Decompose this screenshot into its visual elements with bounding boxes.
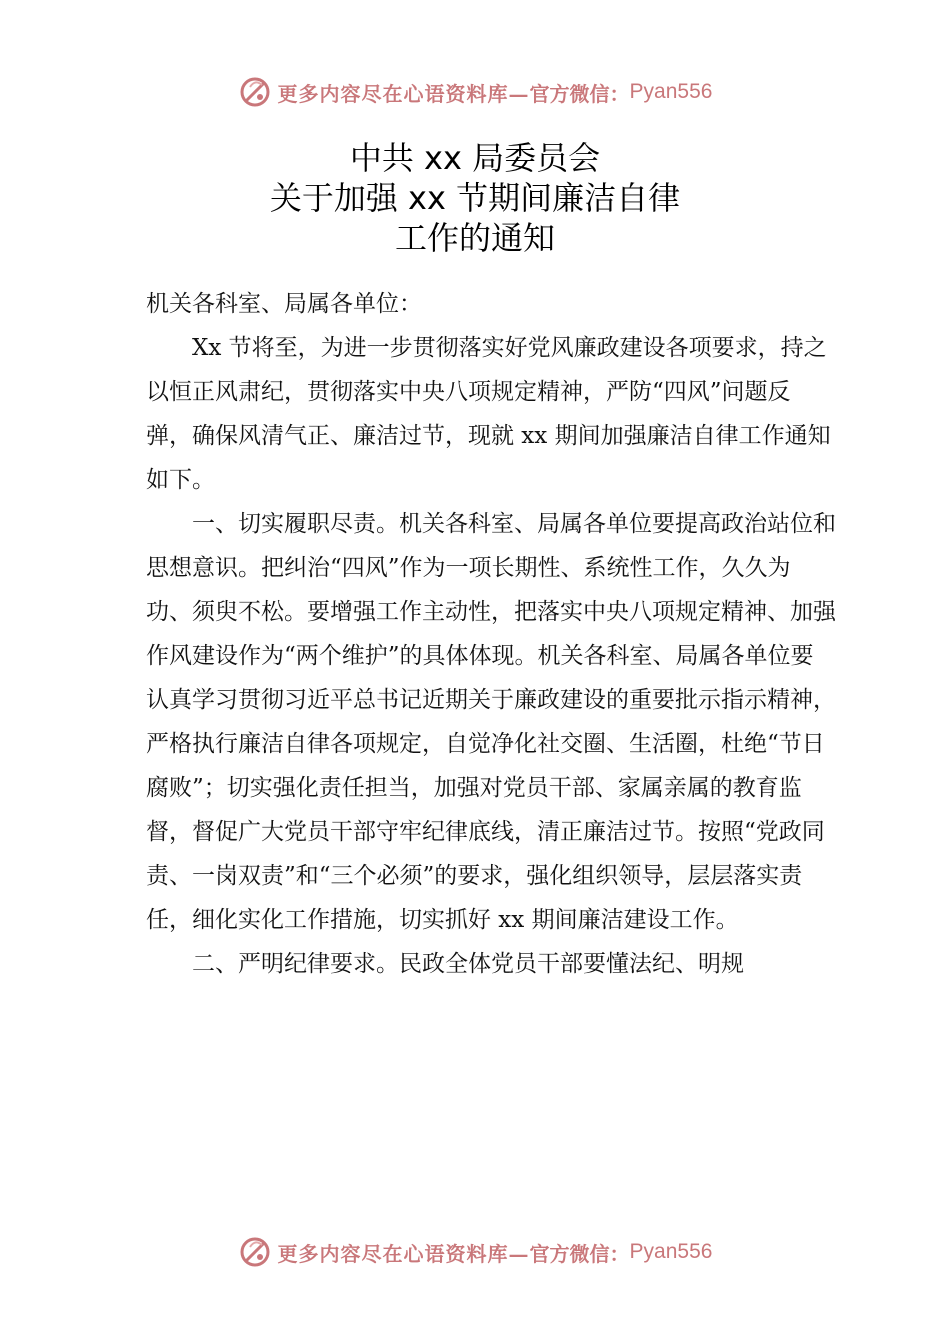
banner-wechat-id: Pyan556 — [629, 80, 713, 103]
document-body — [146, 282, 836, 986]
header-watermark-banner — [0, 72, 950, 112]
banner-wechat-id: Pyan556 — [629, 1240, 713, 1263]
title-line-2: 关于加强 xx 节期间廉洁自律 — [269, 179, 681, 217]
paragraph-intro: Xx 节将至，为进一步贯彻落实好党风廉政建设各项要求，持之以恒正风肃纪，贯彻落实中央八项规定精神，严防“四风”问题反弹，确保风清气正、廉洁过节，现就 xx 期间加强廉洁自律工作通知如下。 — [146, 335, 831, 493]
title-line-1: 中共 xx 局委员会 — [349, 139, 601, 177]
brand-logo-icon — [238, 75, 272, 109]
paragraph-section-2: 二、严明纪律要求。民政全体党员干部要懂法纪、明规 — [192, 951, 744, 977]
banner-brand-text: 更多内容尽在心语资料库— — [277, 81, 530, 106]
banner-wechat-label: 官方微信： — [529, 1241, 630, 1266]
banner-wechat-label: 官方微信： — [529, 81, 630, 106]
banner-brand-text: 更多内容尽在心语资料库— — [277, 1241, 530, 1266]
document-title — [0, 138, 950, 258]
salutation: 机关各科室、局属各单位： — [146, 291, 422, 317]
footer-watermark-banner — [0, 1232, 950, 1272]
title-line-3: 工作的通知 — [394, 219, 555, 257]
paragraph-section-1: 一、切实履职尽责。机关各科室、局属各单位要提高政治站位和思想意识。把纠治“四风”作为一项长期性、系统性工作，久久为功、须臾不松。要增强工作主动性，把落实中央八项规定精神、加强作风建设作为“两个维护”的具体体现。机关各科室、局属各单位要认真学习贯彻习近平总书记近期关于廉政建设的重要批示指示精神，严格执行廉洁自律各项规定，自觉净化社交圈、生活圈，杜绝“节日腐败”；切实强化责任担当，加强对党员干部、家属亲属的教育监督，督促广大党员干部守牢纪律底线，清正廉洁过节。按照“党政同责、一岗双责”和“三个必须”的要求，强化组织领导，层层落实责任，细化实化工作措施，切实抓好 xx 期间廉洁建设工作。 — [146, 511, 836, 933]
brand-logo-icon — [238, 1235, 272, 1269]
